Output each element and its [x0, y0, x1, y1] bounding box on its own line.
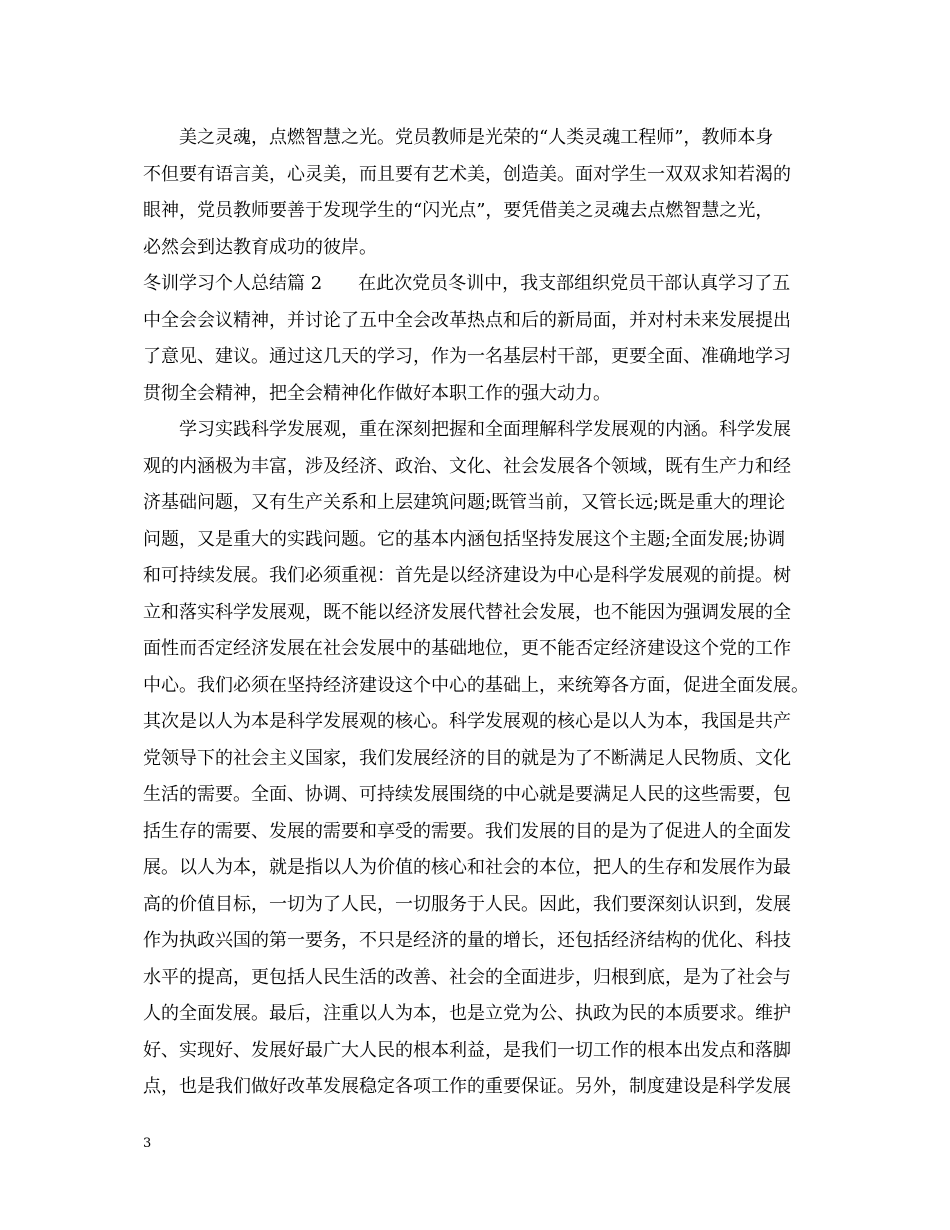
text-line: 必然会到达教育成功的彼岸。 [143, 236, 377, 258]
text-line: 党领导下的社会主义国家，我们发展经济的目的就是为了不断满足人民物质、文化 [143, 747, 791, 769]
body-text [143, 120, 813, 1106]
text-line: 人的全面发展。最后，注重以人为本，也是立党为公、执政为民的本质要求。维护 [143, 1003, 791, 1024]
text-line: 学习实践科学发展观，重在深刻把握和全面理解科学发展观的内涵。科学发展 [179, 419, 791, 440]
text-line: 面性而否定经济发展在社会发展中的基础地位，更不能否定经济建设这个党的工作 [143, 638, 791, 659]
page-number: 3 [143, 1136, 152, 1151]
text-line: 展。以人为本，就是指以人为价值的核心和社会的本位，把人的生存和发展作为最 [143, 857, 791, 878]
text-line: 问题，又是重大的实践问题。它的基本内涵包括坚持发展这个主题;全面发展;协调 [143, 528, 786, 550]
text-line: 济基础问题，又有生产关系和上层建筑问题;既管当前，又管长远;既是重大的理论 [143, 492, 786, 513]
text-line: 了意见、建议。通过这几天的学习，作为一名基层村干部，更要全面、准确地学习 [143, 346, 791, 367]
text-line: 立和落实科学发展观，既不能以经济发展代替社会发展，也不能因为强调发展的全 [143, 601, 791, 623]
text-line: 观的内涵极为丰富，涉及经济、政治、文化、社会发展各个领域，既有生产力和经 [143, 455, 791, 477]
text-line: 作为执政兴国的第一要务，不只是经济的量的增长，还包括经济结构的优化、科技 [143, 930, 791, 951]
text-line: 生活的需要。全面、协调、可持续发展围绕的中心就是要满足人民的这些需要，包 [143, 784, 791, 805]
text-line: 中心。我们必须在坚持经济建设这个中心的基础上，来统筹各方面，促进全面发展。 [143, 674, 809, 696]
section-heading-line: 冬训学习个人总结篇 2 在此次党员冬训中，我支部组织党员干部认真学习了五 [143, 273, 791, 294]
text-line: 和可持续发展。我们必须重视：首先是以经济建设为中心是科学发展观的前提。树 [143, 565, 791, 586]
text-line: 贯彻全会精神，把全会精神化作做好本职工作的强大动力。 [143, 382, 611, 404]
text-line: 括生存的需要、发展的需要和享受的需要。我们发展的目的是为了促进人的全面发 [143, 820, 791, 842]
text-line: 美之灵魂，点燃智慧之光。党员教师是光荣的“人类灵魂工程师”，教师本身 [179, 127, 774, 148]
text-line: 点，也是我们做好改革发展稳定各项工作的重要保证。另外，制度建设是科学发展 [143, 1076, 791, 1097]
text-line: 好、实现好、发展好最广大人民的根本利益，是我们一切工作的根本出发点和落脚 [143, 1039, 791, 1061]
text-line: 水平的提高，更包括人民生活的改善、社会的全面进步，归根到底，是为了社会与 [143, 966, 791, 988]
text-line: 其次是以人为本是科学发展观的核心。科学发展观的核心是以人为本，我国是共产 [143, 711, 791, 732]
text-line: 高的价值目标，一切为了人民，一切服务于人民。因此，我们要深刻认识到，发展 [143, 893, 791, 915]
text-line: 中全会会议精神，并讨论了五中全会改革热点和后的新局面，并对村未来发展提出 [143, 309, 791, 331]
text-line: 眼神，党员教师要善于发现学生的“闪光点”，要凭借美之灵魂去点燃智慧之光， [143, 200, 774, 221]
text-line: 不但要有语言美，心灵美，而且要有艺术美，创造美。面对学生一双双求知若渴的 [143, 163, 791, 185]
